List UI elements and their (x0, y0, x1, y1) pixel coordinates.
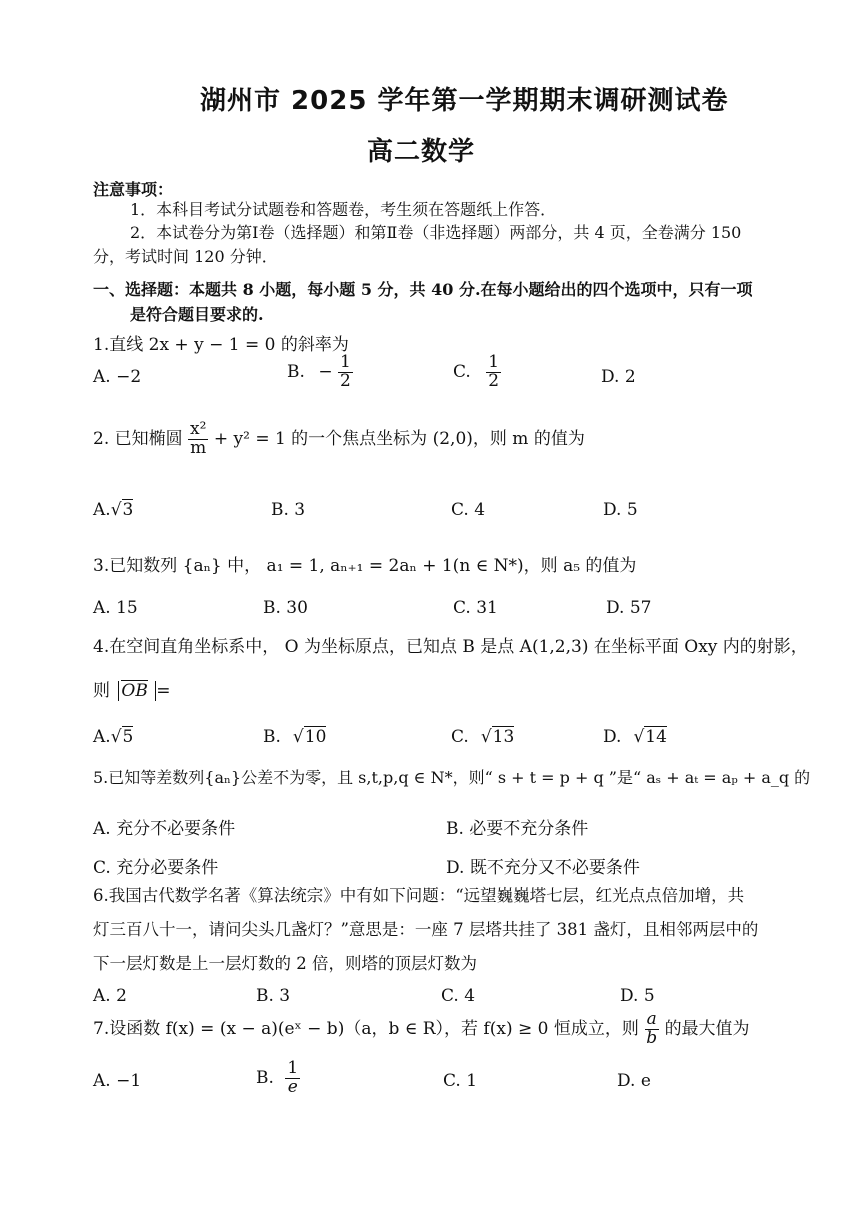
numerator: 1 (339, 352, 351, 372)
question-5-option-b: B. 必要不充分条件 (446, 819, 589, 839)
stem-text-pre: 7.设函数 f(x) = (x − a)(eˣ − b)（a，b ∈ R），若 f(x) ≥ 0 恒成立，则 (93, 1018, 639, 1039)
denominator: 2 (339, 370, 351, 391)
option-label: B. (263, 727, 281, 747)
question-1-option-b (287, 354, 353, 391)
notes-item-2: 2．本试卷分为第Ⅰ卷（选择题）和第Ⅱ卷（非选择题）两部分，共 4 页，全卷满分 150 (130, 223, 742, 242)
question-1-option-c (453, 354, 501, 391)
question-2-option-d: D. 5 (603, 500, 638, 520)
question-7-option-b (256, 1060, 300, 1097)
question-5-option-d: D. 既不充分又不必要条件 (446, 858, 640, 878)
option-label: C. (453, 361, 471, 382)
question-2-stem (93, 421, 585, 458)
option-label: A. (93, 727, 111, 747)
numerator: a (646, 1009, 657, 1029)
question-3-option-a: A. 15 (93, 598, 138, 618)
question-1-stem: 1.直线 2x + y − 1 = 0 的斜率为 (93, 335, 349, 355)
question-2-option-b: B. 3 (271, 500, 306, 520)
question-4-stem-cont (93, 676, 171, 701)
question-4-stem: 4.在空间直角坐标系中， O 为坐标原点，已知点 B 是点 A(1,2,3) 在坐标平面 Oxy 内的射影， (93, 637, 808, 657)
question-5-stem: 5.已知等差数列{aₙ}公差不为零，且 s,t,p,q ∈ N*，则“ s + t = p + q ”是“ aₛ + aₜ = aₚ + a_q 的 (93, 768, 811, 787)
option-label: D. (603, 727, 622, 747)
option-label: A. (93, 500, 111, 520)
question-6-stem-2: 灯三百八十一，请问尖头几盏灯？”意思是：一座 7 层塔共挂了 381 盏灯，且相邻两层中的 (93, 920, 759, 939)
question-6-stem-3: 下一层灯数是上一层灯数的 2 倍，则塔的顶层灯数为 (93, 954, 477, 973)
stem-text-post: + y² = 1 的一个焦点坐标为 (2,0)，则 m 的值为 (213, 428, 585, 449)
section-heading: 一、选择题：本题共 8 小题，每小题 5 分，共 40 分.在每小题给出的四个选项中，只有一项 (93, 280, 753, 299)
question-3-option-b: B. 30 (263, 598, 308, 618)
vector-ob: OB (121, 681, 148, 701)
question-1-option-d: D. 2 (601, 367, 636, 387)
denominator: b (646, 1027, 658, 1048)
notes-item-2-cont: 分，考试时间 120 分钟． (93, 247, 278, 266)
numerator: 1 (287, 1058, 299, 1078)
denominator: m (190, 437, 207, 458)
section-heading-cont: 是符合题目要求的. (130, 305, 264, 324)
denominator: 2 (488, 370, 500, 391)
minus-sign: − (318, 361, 333, 382)
fraction (644, 1011, 659, 1048)
stem-text-pre: 2. 已知椭圆 (93, 428, 183, 449)
question-2-option-a: A.√3 (93, 500, 134, 520)
question-7-stem (93, 1011, 750, 1048)
question-6-stem-1: 6.我国古代数学名著《算法统宗》中有如下问题：“远望巍巍塔七层，红光点点倍加增，共 (93, 886, 745, 905)
question-6-option-a: A. 2 (93, 986, 127, 1006)
question-3-option-d: D. 57 (606, 598, 652, 618)
stem-text-post: = (156, 681, 171, 701)
radicand: 13 (492, 727, 515, 747)
question-5-option-a: A. 充分不必要条件 (93, 819, 236, 839)
exam-title: 湖州市 2025 学年第一学期期末调研测试卷 (200, 86, 729, 116)
question-6-option-b: B. 3 (256, 986, 291, 1006)
question-5-option-c: C. 充分必要条件 (93, 858, 219, 878)
question-4-option-c: C. √13 (451, 727, 515, 747)
numerator: 1 (488, 352, 500, 372)
fraction (338, 354, 353, 391)
option-label: C. (451, 727, 469, 747)
fraction (285, 1060, 300, 1097)
question-3-option-c: C. 31 (453, 598, 498, 618)
option-label: B. (256, 1067, 274, 1088)
question-1-option-a: A. −2 (93, 367, 142, 387)
question-6-option-d: D. 5 (620, 986, 655, 1006)
vector-magnitude (118, 681, 156, 701)
option-label: B. (287, 361, 305, 382)
question-7-option-a: A. −1 (93, 1071, 142, 1091)
notes-heading: 注意事项： (93, 180, 174, 199)
fraction (486, 354, 501, 391)
fraction (188, 421, 208, 458)
numerator: x² (190, 419, 207, 439)
radicand: 3 (122, 500, 134, 520)
stem-text-pre: 则 (93, 681, 110, 701)
question-7-option-d: D. e (617, 1071, 651, 1091)
question-2-option-c: C. 4 (451, 500, 486, 520)
radicand: 10 (304, 727, 327, 747)
question-3-stem: 3.已知数列 {aₙ} 中， a₁ = 1, aₙ₊₁ = 2aₙ + 1(n ∈ N*)，则 a₅ 的值为 (93, 556, 637, 576)
question-6-option-c: C. 4 (441, 986, 476, 1006)
radicand: 14 (645, 727, 667, 747)
stem-text-post: 的最大值为 (664, 1018, 750, 1039)
question-7-option-c: C. 1 (443, 1071, 478, 1091)
denominator: e (287, 1076, 298, 1097)
question-4-option-a: A.√5 (93, 727, 134, 747)
exam-subtitle: 高二数学 (367, 137, 476, 167)
question-4-option-b: B. √10 (263, 727, 327, 747)
radicand: 5 (122, 727, 134, 747)
question-4-option-d: D. √14 (603, 727, 667, 747)
notes-item-1: 1．本科目考试分试题卷和答题卷，考生须在答题纸上作答． (130, 200, 557, 219)
